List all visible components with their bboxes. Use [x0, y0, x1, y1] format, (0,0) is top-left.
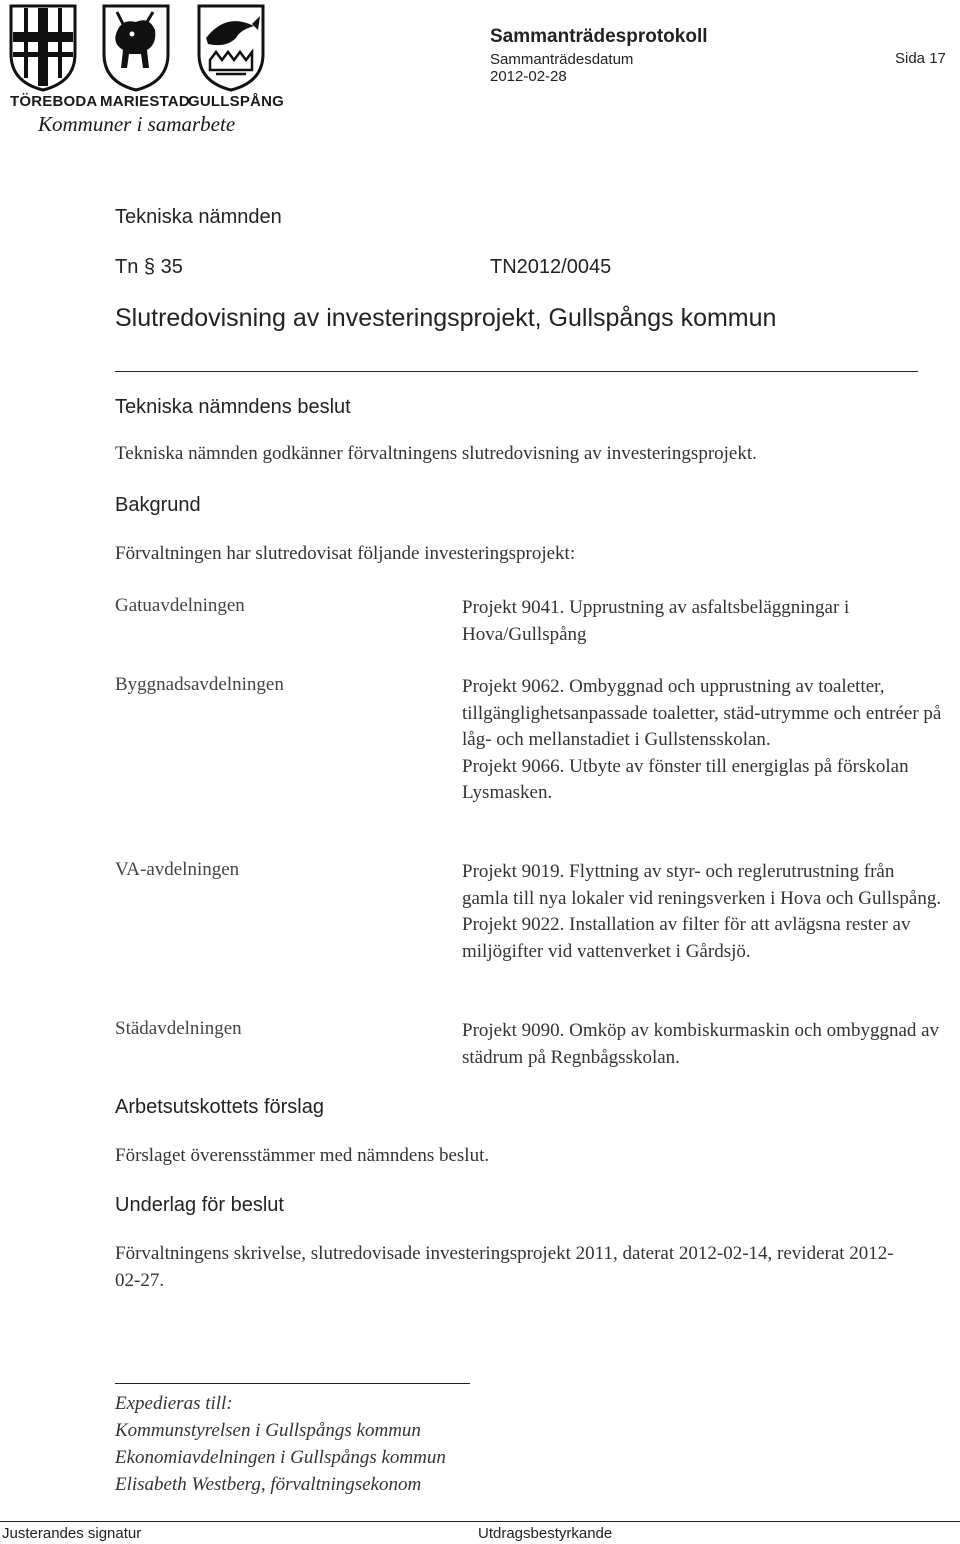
expedited-divider: [115, 1383, 470, 1384]
department-projects: [462, 674, 942, 807]
document-type: Sammanträdesprotokoll: [490, 26, 708, 47]
proposal-heading: Arbetsutskottets förslag: [115, 1096, 324, 1118]
department-projects: [462, 859, 942, 965]
municipality-gullspang: GULLSPÅNG: [188, 93, 284, 110]
municipality-toreboda: TÖREBODA: [10, 93, 98, 110]
footer-divider: [0, 1521, 960, 1522]
project-item: Projekt 9041. Upprustning av asfaltsbeläggningar i Hova/Gullspång: [462, 597, 850, 645]
background-intro: Förvaltningen har slutredovisat följande investeringsprojekt:: [115, 543, 576, 564]
department-projects: [462, 1018, 942, 1071]
committee-name: Tekniska nämnden: [115, 206, 282, 228]
project-item: Projekt 9022. Installation av filter för att avlägsna rester av miljögifter vid vattenverket i Gårdsjö.: [462, 914, 911, 962]
department-name: Städavdelningen: [115, 1018, 242, 1039]
logo-tagline: Kommuner i samarbete: [38, 112, 236, 136]
project-item: Projekt 9066. Utbyte av fönster till energiglas på förskolan Lysmasken.: [462, 755, 909, 803]
proposal-text: Förslaget överensstämmer med nämndens beslut.: [115, 1145, 490, 1166]
meeting-date-label: Sammanträdesdatum: [490, 51, 634, 68]
expedited-block: [115, 1390, 446, 1498]
basis-text: Förvaltningens skrivelse, slutredovisade investeringsprojekt 2011, daterat 2012-02-14, reviderat 2012-02-27.: [115, 1243, 894, 1291]
background-heading: Bakgrund: [115, 494, 201, 516]
department-projects: [462, 595, 942, 648]
gullspang-shield-icon: [196, 4, 266, 92]
case-number: TN2012/0045: [490, 256, 612, 278]
expedited-recipient: Kommunstyrelsen i Gullspångs kommun: [115, 1420, 421, 1441]
decision-heading: Tekniska nämndens beslut: [115, 396, 351, 418]
paragraph-number: Tn § 35: [115, 256, 183, 278]
page-number: Sida 17: [895, 50, 946, 67]
decision-text: Tekniska nämnden godkänner förvaltningens slutredovisning av investeringsprojekt.: [115, 443, 757, 464]
title-divider: [115, 371, 918, 372]
municipal-logos: [8, 4, 284, 136]
department-name: Gatuavdelningen: [115, 595, 245, 616]
meeting-date: 2012-02-28: [490, 68, 567, 85]
page-title: Slutredovisning av investeringsprojekt, Gullspångs kommun: [115, 304, 777, 332]
footer-signature-label: Justerandes signatur: [2, 1525, 142, 1542]
expedited-label: Expedieras till:: [115, 1393, 233, 1414]
toreboda-shield-icon: [8, 4, 78, 92]
municipality-mariestad: MARIESTAD: [100, 93, 190, 110]
project-item: Projekt 9062. Ombyggnad och upprustning av toaletter, tillgänglighetsanpassade toaletter, städ-utrymme och entréer på låg- och mellanstadiet i Gullstensskolan.: [462, 676, 942, 750]
project-item: Projekt 9090. Omköp av kombiskurmaskin och ombyggnad av städrum på Regnbågsskolan.: [462, 1020, 940, 1068]
footer-certification-label: Utdragsbestyrkande: [478, 1525, 613, 1542]
expedited-recipient: Ekonomiavdelningen i Gullspångs kommun: [115, 1447, 446, 1468]
project-item: Projekt 9019. Flyttning av styr- och reglerutrustning från gamla till nya lokaler vid reningsverken i Hova och Gullspång.: [462, 861, 942, 909]
department-name: Byggnadsavdelningen: [115, 674, 284, 695]
expedited-recipient: Elisabeth Westberg, förvaltningsekonom: [115, 1474, 422, 1495]
department-name: VA-avdelningen: [115, 859, 240, 880]
basis-heading: Underlag för beslut: [115, 1194, 284, 1216]
mariestad-shield-icon: [101, 4, 171, 92]
